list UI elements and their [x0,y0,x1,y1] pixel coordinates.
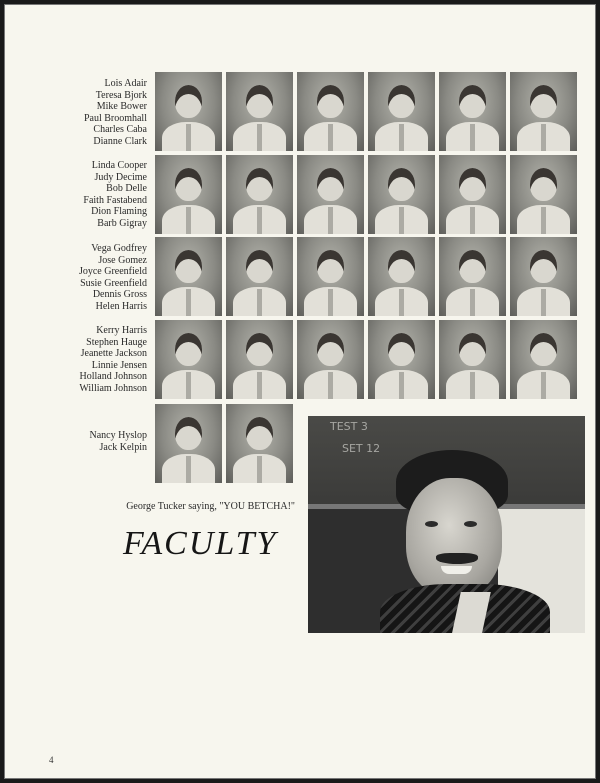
faculty-name: Nancy Hyslop [89,430,147,441]
faculty-name: Jack Kelpin [99,441,147,453]
faculty-name: Faith Fastabend [83,194,147,206]
portrait-photo [226,155,293,234]
faculty-name: Teresa Bjork [95,89,147,101]
faculty-name: Barb Gigray [97,217,147,229]
portrait-photo [226,320,293,399]
faculty-name: Mike Bower [96,101,147,113]
page-number: 4 [49,755,54,765]
name-list-row-1 [45,78,147,148]
portrait-photo [226,72,293,151]
portrait-photo [510,237,577,316]
faculty-name: Lois Adair [104,78,147,89]
portrait-photo [297,155,364,234]
faculty-name: Dion Flaming [91,206,147,218]
chalkboard-text: TEST 3 [330,420,368,433]
faculty-name: Stephen Hauge [86,336,147,348]
portrait-photo [155,237,222,316]
name-list-row-3 [45,243,147,313]
portrait-photo [297,72,364,151]
portrait-photo [439,320,506,399]
faculty-name: Charles Caba [93,124,147,136]
faculty-name: Joyce Greenfield [78,266,147,278]
faculty-name: Linnie Jensen [91,359,147,371]
portrait-photo [368,237,435,316]
photo-caption: George Tucker saying, "YOU BETCHA!" [126,501,295,512]
candid-photo [308,416,585,633]
portrait-photo [155,320,222,399]
faculty-name: Dennis Gross [92,289,147,301]
chalkboard-text: SET 12 [342,442,381,455]
portrait-photo [368,320,435,399]
portrait-photo [155,72,222,151]
name-list-row-2 [45,160,147,230]
portrait-photo [155,404,222,483]
portrait-photo [510,155,577,234]
faculty-name: Bob Delle [106,183,147,195]
faculty-name: Jose Gomez [98,254,147,266]
portrait-photo [439,155,506,234]
faculty-name: Jeanette Jackson [80,348,147,360]
portrait-photo [297,320,364,399]
yearbook-page [4,4,596,779]
faculty-name: William Johnson [79,382,147,394]
portrait-photo [226,237,293,316]
portrait-photo [439,237,506,316]
name-list-row-5 [45,430,147,453]
portrait-photo [226,404,293,483]
name-list-row-4 [45,325,147,395]
faculty-name: Dianne Clark [93,135,147,147]
faculty-name: Linda Cooper [91,160,147,171]
portrait-photo [510,72,577,151]
faculty-name: Paul Broomhall [83,112,147,124]
portrait-photo [368,155,435,234]
section-title: FACULTY [123,525,278,562]
portrait-photo [155,155,222,234]
faculty-name: Holland Johnson [79,371,147,383]
faculty-name: Susie Greenfield [80,277,147,289]
portrait-photo [439,72,506,151]
portrait-photo [510,320,577,399]
faculty-name: Judy Decime [94,171,147,183]
portrait-photo [368,72,435,151]
faculty-name: Kerry Harris [96,325,147,336]
faculty-name: Vega Godfrey [91,243,147,254]
faculty-name: Helen Harris [95,300,147,312]
portrait-photo [297,237,364,316]
